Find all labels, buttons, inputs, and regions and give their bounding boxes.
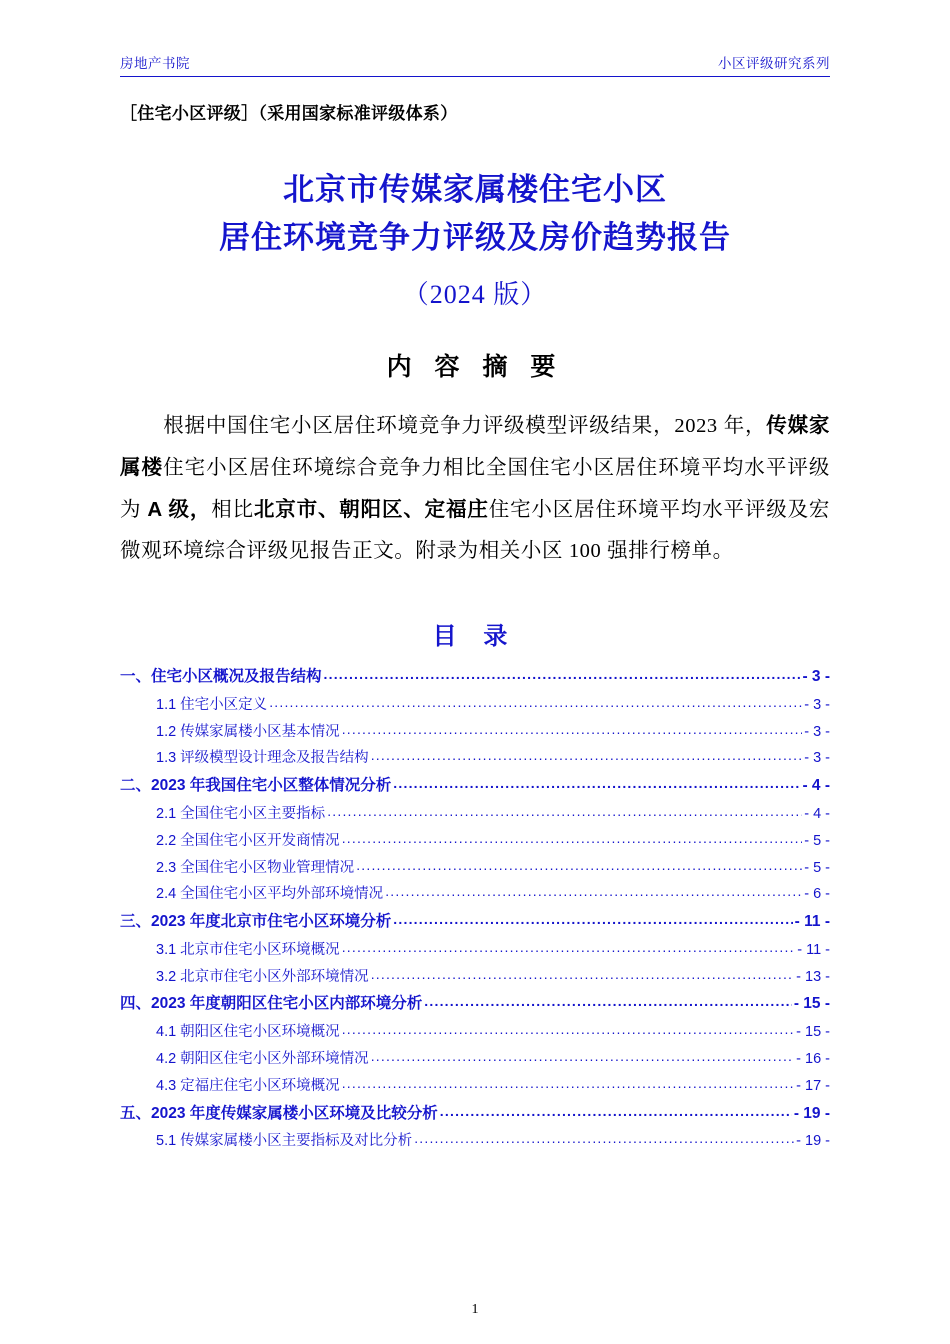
toc-entry[interactable] — [120, 1046, 830, 1073]
toc-entry-label: 2.3 全国住宅小区物业管理情况 — [156, 859, 355, 876]
toc-leader-dots — [269, 695, 802, 709]
abstract-part-2: 住宅小区居住环境综合竞争力相比全国住宅小区居住环境平均水平评级为 — [120, 457, 830, 522]
toc-entry-page: - 3 - — [804, 723, 830, 740]
toc-entry-label: 二、2023 年我国住宅小区整体情况分析 — [120, 777, 392, 795]
toc-leader-dots — [324, 667, 801, 681]
toc-entry-page: - 3 - — [802, 668, 830, 686]
toc-entry-page: - 11 - — [797, 941, 830, 958]
toc-entry-page: - 6 - — [804, 886, 830, 903]
toc-leader-dots — [385, 884, 802, 898]
title-line-2: 居住环境竞争力评级及房价趋势报告 — [219, 220, 731, 256]
toc-entry-label: 一、住宅小区概况及报告结构 — [120, 668, 322, 686]
toc-leader-dots — [371, 748, 803, 762]
toc-entry-page: - 3 - — [804, 696, 830, 713]
toc-heading: 目 录 — [432, 623, 518, 651]
toc-entry-page: - 19 - — [796, 1133, 830, 1150]
toc-leader-dots — [393, 912, 792, 926]
toc-entry[interactable] — [120, 990, 830, 1019]
toc-entry-label: 2.1 全国住宅小区主要指标 — [156, 805, 326, 822]
abstract-heading: 内 容 摘 要 — [386, 353, 564, 382]
toc-entry[interactable] — [120, 1128, 830, 1155]
toc-leader-dots — [342, 831, 803, 845]
toc-entry-page: - 17 - — [796, 1077, 830, 1094]
toc-entry[interactable] — [120, 772, 830, 801]
toc-entry-label: 3.2 北京市住宅小区外部环境情况 — [156, 968, 369, 985]
toc-entry[interactable] — [120, 828, 830, 855]
abstract-bold-1: 传媒家属楼 — [120, 414, 830, 480]
toc-entry-label: 1.2 传媒家属楼小区基本情况 — [156, 723, 340, 740]
toc-entry-label: 五、2023 年度传媒家属楼小区环境及比较分析 — [120, 1104, 438, 1122]
toc-leader-dots — [356, 858, 802, 872]
abstract-bold-3: 北京市、朝阳区、定福庄 — [253, 498, 489, 522]
toc-leader-dots — [393, 776, 800, 790]
header-publisher: 房地产书院 — [120, 56, 190, 71]
toc-entry-page: - 19 - — [793, 1104, 830, 1122]
toc-leader-dots — [327, 804, 802, 818]
toc-entry-page: - 11 - — [794, 913, 830, 931]
toc-entry[interactable] — [120, 745, 830, 772]
title-line-1: 北京市传媒家属楼住宅小区 — [283, 172, 667, 207]
toc-entry[interactable] — [120, 937, 830, 964]
toc-entry-label: 4.1 朝阳区住宅小区环境概况 — [156, 1024, 340, 1041]
toc-entry[interactable] — [120, 964, 830, 991]
toc-leader-dots — [342, 940, 796, 954]
toc-entry-label: 2.4 全国住宅小区平均外部环境情况 — [156, 886, 384, 903]
toc-entry-label: 1.3 评级模型设计理念及报告结构 — [156, 750, 369, 767]
toc-leader-dots — [371, 1049, 794, 1063]
toc-entry-label: 1.1 住宅小区定义 — [156, 696, 268, 713]
abstract-part-4: 住宅小区居住环境平均水平评级及宏微观环境综合评级见报告正文。附录为相关小区 100 强排行榜单。 — [120, 499, 831, 563]
toc-entry-page: - 4 - — [804, 805, 830, 822]
abstract-part-1: 根据中国住宅小区居住环境竞争力评级模型评级结果，2023 年， — [163, 415, 767, 438]
toc-entry-page: - 13 - — [796, 968, 830, 985]
toc-entry-page: - 3 - — [804, 750, 830, 767]
toc-entry-page: - 5 - — [804, 832, 830, 849]
toc-entry-label: 3.1 北京市住宅小区环境概况 — [156, 941, 340, 958]
page-header — [120, 52, 830, 77]
toc-entry-label: 5.1 传媒家属楼小区主要指标及对比分析 — [156, 1133, 413, 1150]
toc-entry[interactable] — [120, 908, 830, 937]
toc-entry[interactable] — [120, 719, 830, 746]
toc-leader-dots — [371, 967, 794, 981]
toc-entry[interactable] — [120, 801, 830, 828]
toc-entry[interactable] — [120, 881, 830, 908]
abstract-bold-2: A 级， — [147, 498, 212, 522]
toc — [120, 663, 830, 1155]
toc-entry-label: 4.2 朝阳区住宅小区外部环境情况 — [156, 1050, 369, 1067]
toc-entry[interactable] — [120, 855, 830, 882]
toc-entry-label: 2.2 全国住宅小区开发商情况 — [156, 832, 340, 849]
toc-entry[interactable] — [120, 1019, 830, 1046]
toc-entry[interactable] — [120, 1073, 830, 1100]
toc-leader-dots — [342, 1076, 794, 1090]
toc-entry-label: 三、2023 年度北京市住宅小区环境分析 — [120, 913, 392, 931]
toc-leader-dots — [342, 1022, 794, 1036]
page-footer: 1 — [471, 1302, 479, 1317]
toc-entry-page: - 16 - — [796, 1050, 830, 1067]
toc-leader-dots — [414, 1131, 794, 1145]
toc-entry-page: - 5 - — [804, 859, 830, 876]
toc-entry-label: 4.3 定福庄住宅小区环境概况 — [156, 1077, 340, 1094]
toc-entry[interactable] — [120, 663, 830, 692]
toc-entry-page: - 15 - — [793, 995, 830, 1013]
toc-entry[interactable] — [120, 1100, 830, 1129]
report-category-line: ［住宅小区评级］（采用国家标准评级体系） — [120, 104, 458, 123]
toc-leader-dots — [424, 994, 792, 1008]
toc-entry[interactable] — [120, 692, 830, 719]
header-series: 小区评级研究系列 — [718, 56, 830, 71]
toc-entry-page: - 15 - — [796, 1024, 830, 1041]
toc-leader-dots — [440, 1104, 792, 1118]
report-version: （2024 版） — [402, 280, 548, 310]
abstract-part-3: 相比 — [211, 499, 254, 522]
toc-entry-label: 四、2023 年度朝阳区住宅小区内部环境分析 — [120, 995, 423, 1013]
abstract-body — [120, 405, 830, 572]
toc-entry-page: - 4 - — [802, 777, 830, 795]
toc-leader-dots — [342, 722, 803, 736]
page-title — [120, 166, 830, 262]
